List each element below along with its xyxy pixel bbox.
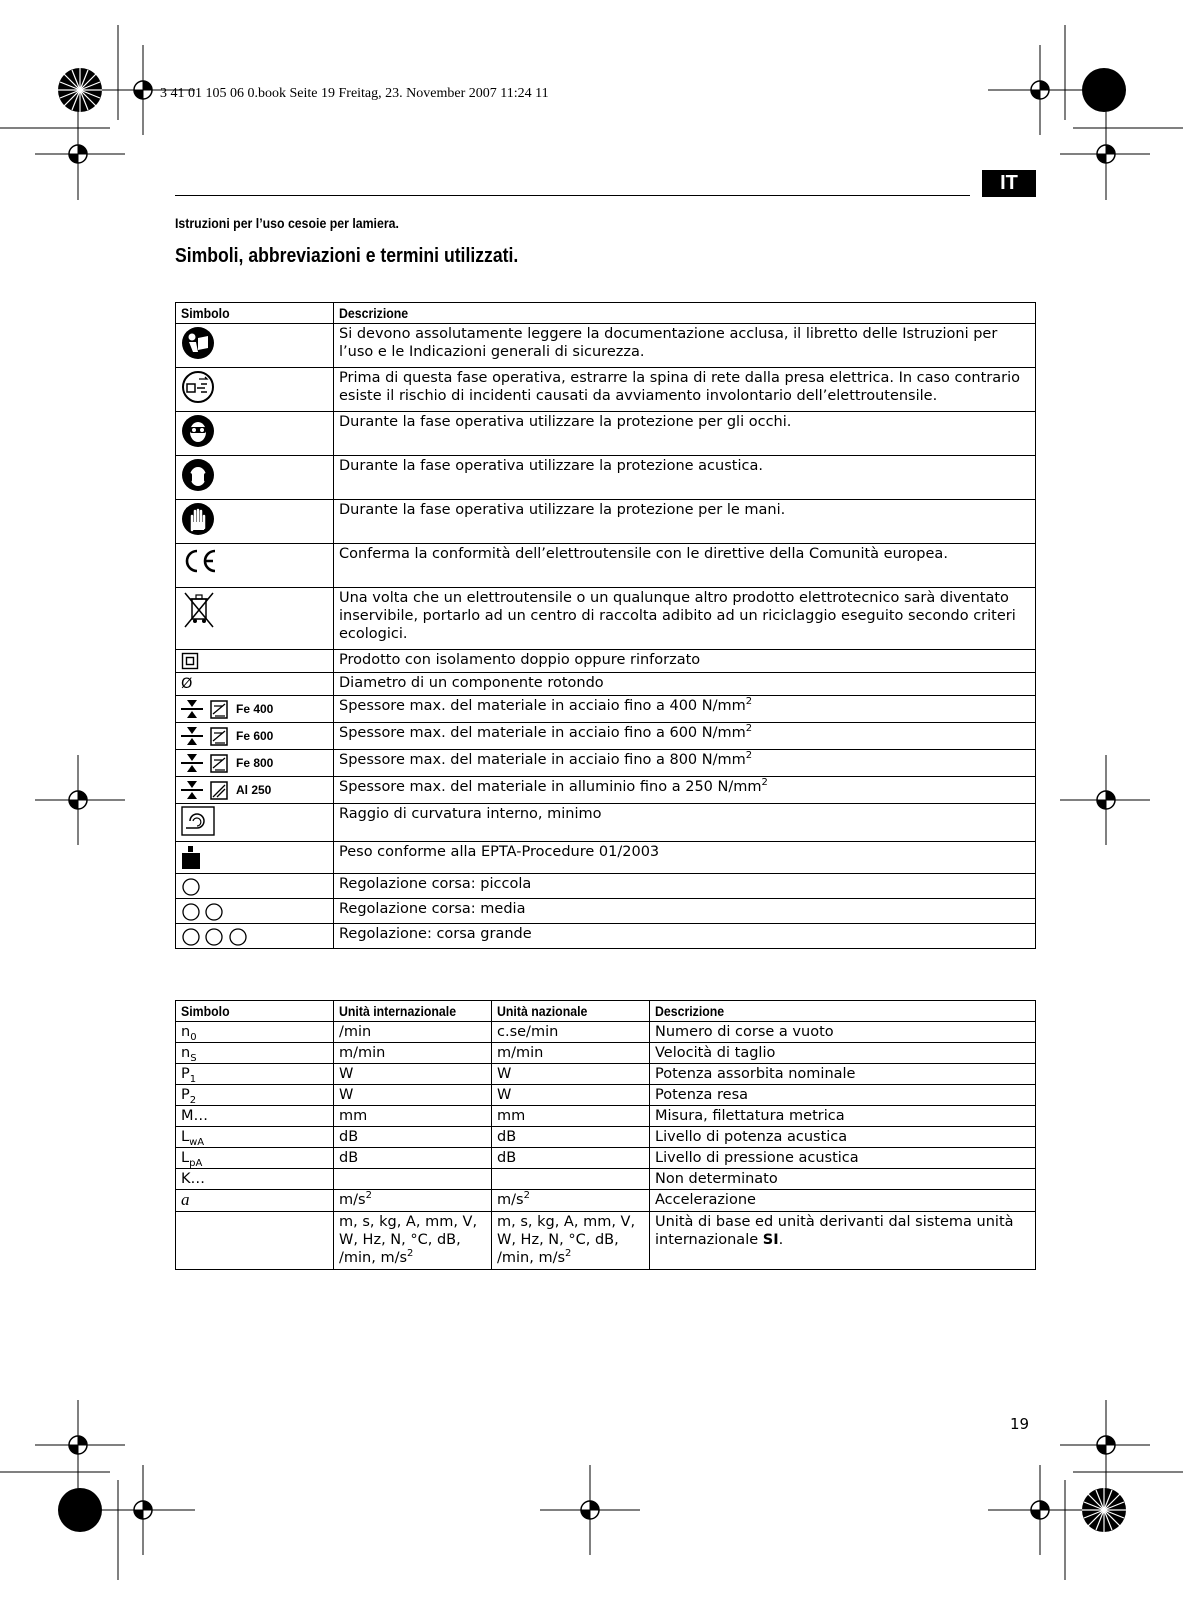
material-label: Fe 600: [236, 729, 274, 743]
table-row: [176, 1043, 1036, 1064]
crop-mark-icon: [35, 1400, 125, 1490]
weee-bin-icon: [181, 590, 217, 630]
description-cell: Si devono assolutamente leggere la documentazione acclusa, il libretto delle Istruzioni per l’uso e le Indicazioni generali di sicurezza.: [334, 324, 1036, 368]
units-table: [175, 1000, 1036, 1270]
national-unit-cell: W: [492, 1085, 650, 1106]
symbol-cell: $L_{pA}$: [176, 1148, 334, 1169]
header-rule: [175, 195, 970, 196]
double-insulation-icon: [181, 652, 199, 670]
description-cell: Durante la fase operativa utilizzare la protezione acustica.: [334, 456, 1036, 500]
table-row: [176, 1190, 1036, 1212]
starburst-icon: [1082, 1488, 1126, 1532]
ce-mark-icon: [181, 546, 219, 576]
intl-unit-cell: m, s, kg, A, mm, V, W, Hz, N, °C, dB, /min, $m/s^2$: [334, 1212, 492, 1270]
book-meta-line: 3 41 01 105 06 0.book Seite 19 Freitag, 23. November 2007 11:24 11: [160, 86, 549, 101]
ear-protection-icon: [181, 458, 215, 492]
starburst-icon: [58, 68, 102, 112]
table-row: [176, 804, 1036, 842]
table-header-row: [176, 303, 1036, 324]
table-row: [176, 1064, 1036, 1085]
column-header: Descrizione: [650, 1001, 1036, 1022]
stroke-small-icon: [181, 876, 201, 896]
thickness-steel-icon: [181, 698, 233, 720]
intl-unit-cell: W: [334, 1085, 492, 1106]
table-row: [176, 368, 1036, 412]
description-cell: Regolazione corsa: media: [334, 899, 1036, 924]
national-unit-cell: W: [492, 1064, 650, 1085]
stroke-large-icon: [181, 926, 249, 946]
description-cell: Accelerazione: [650, 1190, 1036, 1212]
national-unit-cell: dB: [492, 1148, 650, 1169]
weight-icon: [181, 844, 201, 870]
intl-unit-cell: [334, 1169, 492, 1190]
description-cell: Regolazione corsa: piccola: [334, 874, 1036, 899]
column-header: Descrizione: [334, 303, 1036, 324]
description-cell: Livello di potenza acustica: [650, 1127, 1036, 1148]
hand-protection-icon: [181, 502, 215, 536]
unplug-icon: [181, 370, 215, 404]
column-header: Unità nazionale: [492, 1001, 650, 1022]
table-row: [176, 924, 1036, 949]
intl-unit-cell: W: [334, 1064, 492, 1085]
material-label: Al 250: [236, 783, 272, 797]
page-number: 19: [1010, 1415, 1030, 1433]
description-cell: Conferma la conformità dell’elettroutensile con le direttive della Comunità europea.: [334, 544, 1036, 588]
intl-unit-cell: mm: [334, 1106, 492, 1127]
description-cell: Spessore max. del materiale in alluminio fino a 250 $N/mm^2$: [334, 777, 1036, 804]
diameter-icon: Ø: [181, 676, 193, 692]
crop-mark-icon: [540, 1465, 640, 1555]
intl-unit-cell: dB: [334, 1127, 492, 1148]
thickness-steel-icon: [181, 725, 233, 747]
solid-disc-icon: [58, 1488, 102, 1532]
symbol-cell: [176, 1212, 334, 1270]
column-header: Unità internazionale: [334, 1001, 492, 1022]
description-cell: Una volta che un elettroutensile o un qualunque altro prodotto elettrotecnico sarà diventato inservibile, portarlo ad un centro di raccolta adibito ad un riciclaggio eseguito secondo criteri ecologici.: [334, 588, 1036, 650]
description-cell: Potenza assorbita nominale: [650, 1064, 1036, 1085]
description-cell: Raggio di curvatura interno, minimo: [334, 804, 1036, 842]
description-cell: Potenza resa: [650, 1085, 1036, 1106]
table-row: [176, 1085, 1036, 1106]
table-row: [176, 723, 1036, 750]
table-row: [176, 1127, 1036, 1148]
symbol-cell: K…: [176, 1169, 334, 1190]
symbol-cell: $n_0$: [176, 1022, 334, 1043]
read-manual-icon: [181, 326, 215, 360]
description-cell: Numero di corse a vuoto: [650, 1022, 1036, 1043]
symbol-cell: $P_1$: [176, 1064, 334, 1085]
description-cell: Livello di pressione acustica: [650, 1148, 1036, 1169]
crop-mark-icon: [1060, 1400, 1150, 1490]
description-cell: Durante la fase operativa utilizzare la protezione per gli occhi.: [334, 412, 1036, 456]
symbols-table: [175, 302, 1036, 949]
table-row: [176, 696, 1036, 723]
table-row: [176, 1148, 1036, 1169]
crop-mark-icon: [35, 110, 125, 200]
intl-unit-cell: m/min: [334, 1043, 492, 1064]
page-title: Simboli, abbreviazioni e termini utilizzati.: [175, 245, 519, 267]
column-header: Simbolo: [176, 1001, 334, 1022]
symbol-cell: a: [176, 1190, 334, 1212]
description-cell: Misura, filettatura metrica: [650, 1106, 1036, 1127]
symbol-cell: $L_{wA}$: [176, 1127, 334, 1148]
national-unit-cell: mm: [492, 1106, 650, 1127]
national-unit-cell: dB: [492, 1127, 650, 1148]
table-row: [176, 412, 1036, 456]
bend-radius-icon: [181, 806, 215, 836]
description-cell: Diametro di un componente rotondo: [334, 673, 1036, 696]
intl-unit-cell: dB: [334, 1148, 492, 1169]
description-cell: Spessore max. del materiale in acciaio fino a 400 $N/mm^2$: [334, 696, 1036, 723]
symbol-cell: $P_2$: [176, 1085, 334, 1106]
table-row: [176, 1106, 1036, 1127]
description-cell: Peso conforme alla EPTA-Procedure 01/2003: [334, 842, 1036, 874]
crop-mark-icon: [1060, 755, 1150, 845]
table-row: [176, 500, 1036, 544]
table-row: [176, 874, 1036, 899]
table-header-row: [176, 1001, 1036, 1022]
material-label: Fe 800: [236, 756, 274, 770]
material-label: Fe 400: [236, 702, 274, 716]
language-badge: IT: [982, 170, 1036, 197]
table-row: [176, 899, 1036, 924]
table-row: [176, 842, 1036, 874]
table-row: [176, 650, 1036, 673]
table-row: [176, 750, 1036, 777]
crop-mark-icon: [35, 755, 125, 845]
description-cell: Spessore max. del materiale in acciaio fino a 600 $N/mm^2$: [334, 723, 1036, 750]
solid-disc-icon: [1082, 68, 1126, 112]
symbol-cell: $n_S$: [176, 1043, 334, 1064]
national-unit-cell: [492, 1169, 650, 1190]
description-cell: Prodotto con isolamento doppio oppure rinforzato: [334, 650, 1036, 673]
crop-mark-icon: [988, 1465, 1183, 1580]
intl-unit-cell: $m/s^2$: [334, 1190, 492, 1212]
description-cell: Velocità di taglio: [650, 1043, 1036, 1064]
table-row: [176, 544, 1036, 588]
description-cell: Regolazione: corsa grande: [334, 924, 1036, 949]
description-cell: Non determinato: [650, 1169, 1036, 1190]
table-row: [176, 456, 1036, 500]
national-unit-cell: c.se/min: [492, 1022, 650, 1043]
description-cell: Durante la fase operativa utilizzare la protezione per le mani.: [334, 500, 1036, 544]
column-header: Simbolo: [176, 303, 334, 324]
national-unit-cell: m/min: [492, 1043, 650, 1064]
table-row: [176, 777, 1036, 804]
thickness-aluminium-icon: [181, 779, 233, 801]
table-row: [176, 588, 1036, 650]
table-row: [176, 1022, 1036, 1043]
thickness-steel-icon: [181, 752, 233, 774]
description-cell: Prima di questa fase operativa, estrarre la spina di rete dalla presa elettrica. In caso contrario esiste il rischio di incidenti causati da avviamento involontario dell’elettroutensile.: [334, 368, 1036, 412]
national-unit-cell: $m/s^2$: [492, 1190, 650, 1212]
description-cell: Spessore max. del materiale in acciaio fino a 800 $N/mm^2$: [334, 750, 1036, 777]
table-row: [176, 673, 1036, 696]
stroke-medium-icon: [181, 901, 225, 921]
description-cell: Unità di base ed unità derivanti dal sistema unità internazionale SI.: [650, 1212, 1036, 1270]
table-row: [176, 1169, 1036, 1190]
table-row: [176, 324, 1036, 368]
eye-protection-icon: [181, 414, 215, 448]
intl-unit-cell: /min: [334, 1022, 492, 1043]
table-row: [176, 1212, 1036, 1270]
national-unit-cell: m, s, kg, A, mm, V, W, Hz, N, °C, dB, /min, $m/s^2$: [492, 1212, 650, 1270]
document-subtitle: Istruzioni per l’uso cesoie per lamiera.: [175, 215, 399, 231]
symbol-cell: M…: [176, 1106, 334, 1127]
crop-mark-icon: [1060, 110, 1150, 200]
